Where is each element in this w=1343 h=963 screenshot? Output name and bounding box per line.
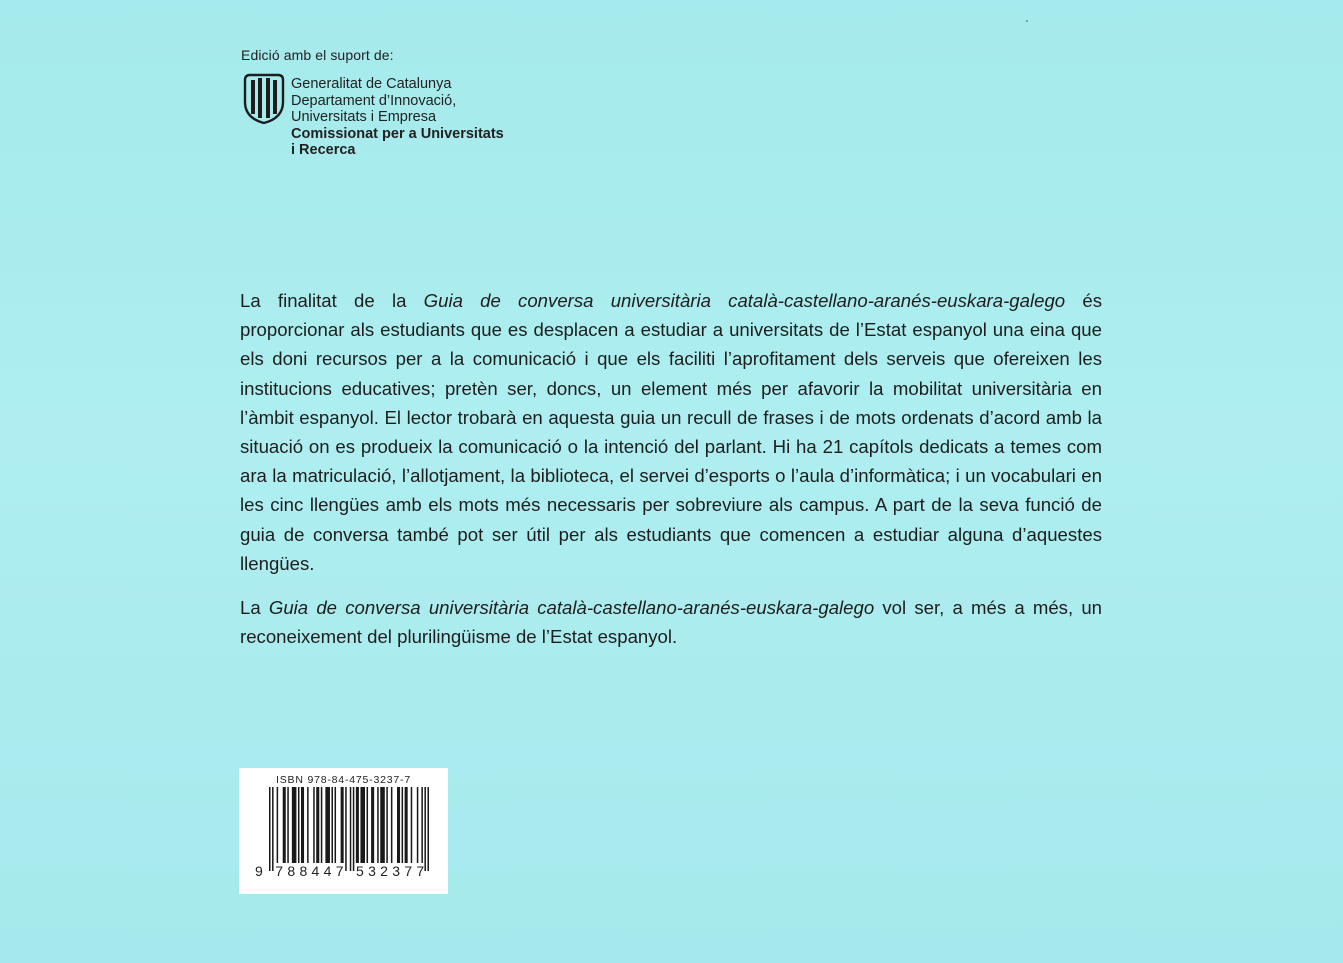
barcode-bar <box>325 787 330 863</box>
barcode-bar <box>316 787 319 863</box>
description-paragraph-1 <box>240 286 1102 578</box>
barcode-bar <box>353 787 355 871</box>
barcode-bar <box>405 787 408 863</box>
barcode-bar <box>417 787 419 863</box>
logo-line-1: Generalitat de Catalunya <box>291 76 452 92</box>
barcode-bar <box>301 787 304 863</box>
logo-line-3: Universitats i Empresa <box>291 109 437 125</box>
barcode-bar <box>356 787 359 863</box>
barcode-bar <box>371 787 374 863</box>
p2-body: vol ser, a més a més, un reconeixement del plurilingüisme de l’Estat espanyol. <box>240 597 1102 648</box>
logo-bold-line-2: i Recerca <box>291 142 356 158</box>
barcode-bar <box>402 787 404 863</box>
barcode-bar <box>397 787 400 863</box>
support-label: Edició amb el suport de: <box>241 47 394 63</box>
barcode-bar <box>269 787 271 871</box>
logo-line-2: Departament d’Innovació, <box>291 92 457 109</box>
barcode-bar <box>391 787 393 863</box>
isbn-barcode <box>239 768 448 894</box>
barcode-bar <box>360 787 365 863</box>
barcode-bar <box>335 787 337 863</box>
isbn-label: ISBN 978-84-475-3237-7 <box>276 774 411 786</box>
barcode-bar <box>331 787 333 863</box>
p1-lead: La finalitat de la <box>240 290 424 311</box>
barcode-bar <box>287 787 289 863</box>
barcode-bar <box>367 787 369 863</box>
ean-digits: 9 788447 532377 <box>255 863 429 879</box>
speck <box>1026 20 1028 22</box>
barcode-bar <box>298 787 300 863</box>
barcode-bar <box>427 787 429 871</box>
barcode-bar <box>380 787 385 863</box>
barcode-bar <box>424 787 426 871</box>
description-paragraph-2 <box>240 593 1102 651</box>
barcode-bar <box>350 787 352 871</box>
barcode-bar <box>307 787 309 863</box>
description-text <box>240 286 1102 651</box>
barcode-bar <box>345 787 347 871</box>
barcode-bar <box>341 787 344 863</box>
logo-bold-line-1: Comissionat per a Universitats <box>291 125 504 142</box>
barcode-bar <box>277 787 279 863</box>
barcode-bar <box>313 787 315 863</box>
generalitat-text <box>291 76 504 159</box>
generalitat-shield-icon <box>241 72 287 126</box>
barcode-bar <box>272 787 274 871</box>
barcode-bar <box>292 787 297 863</box>
p2-book-title: Guia de conversa universitària català-castellano-aranés-euskara-galego <box>268 597 875 619</box>
barcode-bar <box>421 787 423 863</box>
barcode-bar <box>283 787 286 863</box>
barcode-bar <box>321 787 323 863</box>
barcode-bar <box>377 787 379 863</box>
generalitat-logo-block <box>241 72 561 162</box>
p2-lead: La <box>240 597 269 619</box>
p1-book-title: Guia de conversa universitària català-castellano-aranés-euskara-galego <box>423 290 1066 311</box>
barcode-bar <box>386 787 388 863</box>
barcode-bar <box>411 787 413 863</box>
p1-body: és proporcionar als estudiants que es desplacen a estudiar a universitats de l’Estat espanyol una eina que els doni recursos per a la comunicació i que els faciliti l’aprofitament dels serveis que ofereixen les institucions educatives; pretèn ser, doncs, un element més per afavorir la mobilitat universitària en l’àmbit espanyol. El lector trobarà en aquesta guia un recull de frases i de mots ordenats d’acord amb la situació on es produeix la comunicació o la intenció del parlant. Hi ha 21 capítols dedicats a temes com ara la matriculació, l’allotjament, la biblioteca, el servei d’esports o l’aula d’informàtica; i un vocabulari en les cinc llengües amb els mots més necessaris per sobreviure als campus. A part de la seva funció de guia de conversa també pot ser útil per als estudiants que comencen a estudiar alguna d’aquestes llengües. <box>240 290 1102 574</box>
